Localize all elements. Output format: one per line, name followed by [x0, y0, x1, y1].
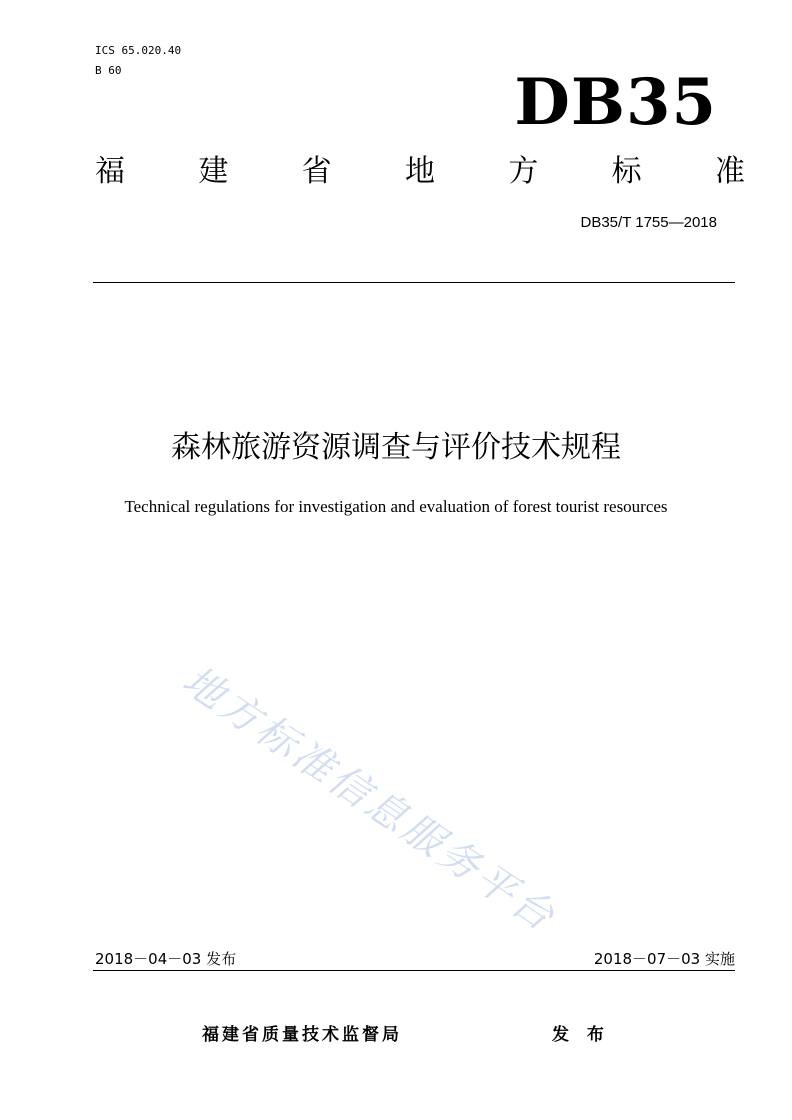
standard-code: DB35/T 1755—2018	[580, 214, 717, 231]
title-char: 方	[508, 154, 539, 189]
issue-label: 发 布	[552, 1025, 610, 1045]
provincial-standard-title	[95, 152, 745, 192]
ics-code: ICS 65.020.40	[95, 44, 182, 57]
title-char: 标	[611, 154, 642, 189]
ccs-code: B 60	[95, 64, 122, 77]
document-title-english: Technical regulations for investigation and evaluation of forest tourist resources	[124, 497, 668, 516]
title-char: 准	[714, 154, 745, 189]
bottom-divider	[93, 970, 735, 971]
title-char: 建	[198, 154, 229, 189]
db35-logo: DB35	[514, 65, 717, 140]
issuing-authority: 福建省质量技术监督局	[202, 1025, 402, 1045]
title-char: 福	[95, 154, 125, 189]
document-title-chinese: 森林旅游资源调查与评价技术规程	[171, 430, 621, 465]
watermark: 地方标准信息服务平台	[174, 657, 565, 942]
issue-date: 2018－04－03 发布	[95, 950, 237, 968]
classification-codes	[95, 41, 181, 81]
top-divider	[93, 282, 735, 283]
title-char: 省	[301, 154, 332, 189]
title-char: 地	[404, 154, 435, 189]
implementation-date: 2018－07－03 实施	[593, 950, 735, 968]
